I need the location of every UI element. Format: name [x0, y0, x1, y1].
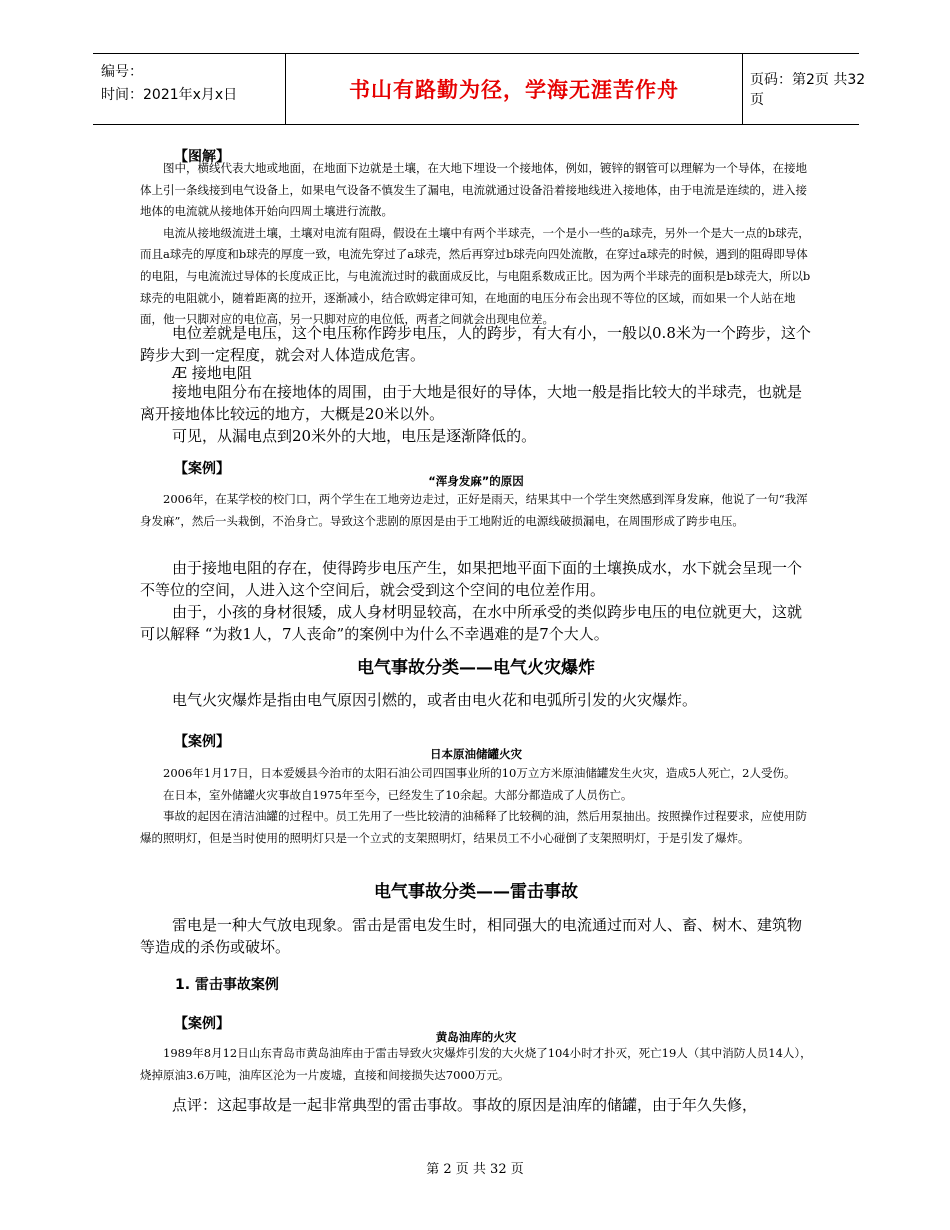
case3-title: 黄岛油库的火灾 — [435, 1030, 517, 1044]
section-lightning-paragraph — [140, 914, 812, 958]
diagram-note-p2: 电流从接地级流进土壤，土壤对电流有阻碍，假设在土壤中有两个半球壳，一个是小一些的a球壳，另外一个是大一点的b球壳，而且a球壳的厚度和b球壳的厚度一致，电流先穿过了a球壳，然后再穿过b球壳向四处流散，在穿过a球壳的时候，遇到的阻碍即导体的电阻，与电流流过导体的长度成正比，与电流流过时的截面成反比，与电阻系数成正比。因为两个半球壳的面积是b球壳大，所以b球壳的电阻就小，随着距离的拉开，逐渐减小，结合欧姆定律可知，在地面的电压分布会出现不等位的区域，而如果一个人站在地面，他一只脚对应的电位高，另一只脚对应的电位低，两者之间就会出现电位差。 — [140, 225, 811, 327]
step-voltage-text: 电位差就是电压，这个电压称作跨步电压，人的跨步，有大有小，一般以0.8米为一个跨步，这个跨步大到一定程度，就会对人体造成危害。 — [140, 324, 811, 364]
diagram-note-text — [140, 158, 812, 331]
section-lightning-title: 电气事故分类——雷击事故 — [374, 882, 578, 902]
case3-text: 1989年8月12日山东青岛市黄岛油库由于雷击导致火灾爆炸引发的大火烧了104小时才扑灭，死亡19人（其中消防人员14人），烧掉原油3.6万吨，油库区沦为一片废墟，直接和间接损失达7000万元。 — [140, 1046, 812, 1082]
water-text-2: 由于，小孩的身材很矮，成人身材明显较高，在水中所承受的类似跨步电压的电位就更大，这就可以解释 “为救1人，7人丧命”的案例中为什么不幸遇难的是7个大人。 — [140, 603, 803, 643]
comment-text: 点评：这起事故是一起非常典型的雷击事故。事故的原因是油库的储罐，由于年久失修， — [172, 1096, 758, 1114]
header-page-cell — [742, 54, 867, 124]
diagram-note-heading: 【图解】 — [174, 149, 230, 165]
case2-title: 日本原油储罐火灾 — [430, 747, 522, 761]
ground-resistance-bullet: Æ 接地电阻 — [172, 364, 252, 382]
case1-title: “浑身发麻”的原因 — [428, 474, 524, 488]
case1-body — [140, 489, 812, 532]
lightning-case-subheading: 1. 雷击事故案例 — [175, 977, 279, 993]
case2-text-3: 事故的起因在清洁油罐的过程中。员工先用了一些比较清的油稀释了比较稠的油，然后用泵抽出。按照操作过程要求，应使用防爆的照明灯，但是当时使用的照明灯只是一个立式的支架照明灯，结果员工不小心碰倒了支架照明灯，于是引发了爆炸。 — [140, 809, 807, 845]
section-lightning-text: 雷电是一种大气放电现象。雷击是雷电发生时，相同强大的电流通过而对人、畜、树木、建筑物等造成的杀伤或破坏。 — [140, 916, 803, 956]
page-label: 页码：第2页 共32页 — [750, 72, 866, 108]
ground-resistance-text-1: 接地电阻分布在接地体的周围，由于大地是很好的导体，大地一般是指比较大的半球壳，也就是离开接地体比较远的地方，大概是20米以外。 — [140, 383, 803, 423]
case2-heading: 【案例】 — [174, 734, 230, 750]
time-label: 时间：2021年x月x日 — [101, 87, 238, 103]
case2-text-2: 在日本，室外储罐火灾事故自1975年至今，已经发生了10余起。大部分都造成了人员伤亡。 — [163, 787, 633, 802]
case3-body — [140, 1043, 812, 1086]
comment-paragraph — [140, 1094, 812, 1116]
case3-heading: 【案例】 — [174, 1016, 230, 1032]
header-motto-cell — [285, 54, 743, 124]
header-meta-cell — [93, 54, 285, 124]
ground-resistance-paragraphs — [140, 381, 812, 447]
page-footer: 第 2 页 共 32 页 — [426, 1162, 524, 1177]
water-paragraphs — [140, 557, 812, 645]
case1-text: 2006年，在某学校的校门口，两个学生在工地旁边走过，正好是雨天，结果其中一个学生突然感到浑身发麻，他说了一句“我浑身发麻”，然后一头栽倒，不治身亡。导致这个悲剧的原因是由于工地附近的电源线破损漏电，在周围形成了跨步电压。 — [140, 492, 808, 528]
water-text-1: 由于接地电阻的存在，使得跨步电压产生，如果把地平面下面的土壤换成水，水下就会呈现一个不等位的空间，人进入这个空间后，就会受到这个空间的电位差作用。 — [140, 559, 803, 599]
ground-resistance-text-2: 可见，从漏电点到20米外的大地，电压是逐渐降低的。 — [172, 427, 537, 445]
case2-body — [140, 763, 812, 849]
section-fire-title: 电气事故分类——电气火灾爆炸 — [357, 658, 595, 678]
header-motto: 书山有路勤为径，学海无涯苦作舟 — [349, 78, 679, 102]
case1-heading: 【案例】 — [174, 461, 230, 477]
page-header — [93, 53, 866, 125]
case2-text-1: 2006年1月17日，日本爱媛县今治市的太阳石油公司四国事业所的10万立方米原油储罐发生火灾，造成5人死亡，2人受伤。 — [163, 766, 796, 780]
step-voltage-paragraph — [140, 322, 812, 366]
serial-label: 编号： — [101, 64, 143, 80]
diagram-note-p1: 图中，横线代表大地或地面，在地面下边就是土壤，在大地下埋设一个接地体，例如，镀锌的钢管可以理解为一个导体，在接地体上引一条线接到电气设备上，如果电气设备不慎发生了漏电，电流就通过设备沿着接地线进入接地体，由于电流是连续的，进入接地体的电流就从接地体开始向四周土壤进行流散。 — [140, 161, 807, 219]
section-fire-paragraph — [140, 689, 812, 711]
section-fire-text: 电气火灾爆炸是指由电气原因引燃的，或者由电火花和电弧所引发的火灾爆炸。 — [172, 691, 698, 709]
